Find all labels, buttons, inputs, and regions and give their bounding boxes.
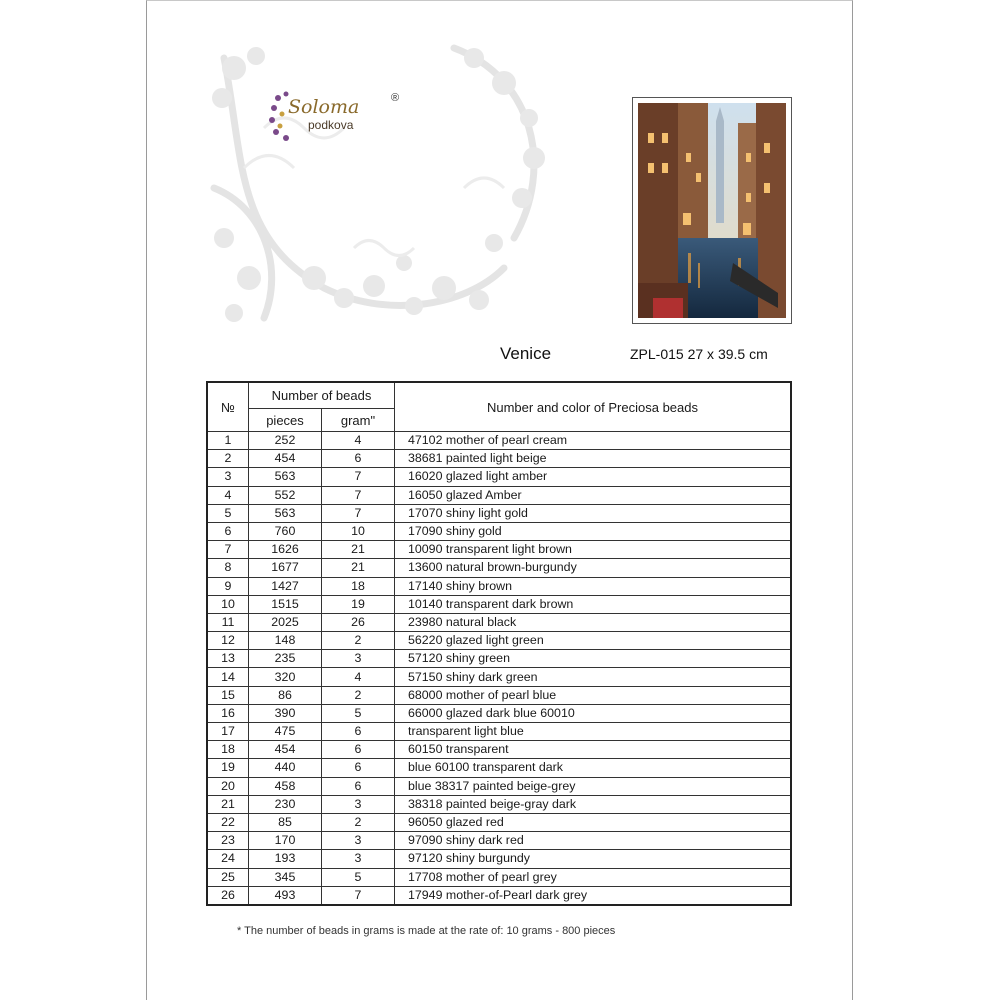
row-pieces: 454 xyxy=(249,741,322,759)
registered-mark: ® xyxy=(391,92,400,104)
table-row xyxy=(207,795,791,813)
brand-name: Soloma xyxy=(288,96,360,118)
row-number: 10 xyxy=(207,595,249,613)
beads-table xyxy=(206,381,792,906)
table-row xyxy=(207,813,791,831)
row-number: 1 xyxy=(207,432,249,450)
table-row xyxy=(207,559,791,577)
row-description: 97090 shiny dark red xyxy=(395,832,792,850)
table-row xyxy=(207,668,791,686)
table-row xyxy=(207,595,791,613)
row-number: 3 xyxy=(207,468,249,486)
row-number: 26 xyxy=(207,886,249,905)
row-description: 60150 transparent xyxy=(395,741,792,759)
row-number: 8 xyxy=(207,559,249,577)
row-gram: 3 xyxy=(322,832,395,850)
row-description: 16020 glazed light amber xyxy=(395,468,792,486)
pattern-preview-frame xyxy=(632,97,792,324)
row-gram: 6 xyxy=(322,741,395,759)
row-number: 20 xyxy=(207,777,249,795)
row-number: 15 xyxy=(207,686,249,704)
row-pieces: 493 xyxy=(249,886,322,905)
row-pieces: 193 xyxy=(249,850,322,868)
row-pieces: 230 xyxy=(249,795,322,813)
table-row xyxy=(207,723,791,741)
row-description: 56220 glazed light green xyxy=(395,632,792,650)
row-pieces: 454 xyxy=(249,450,322,468)
row-gram: 21 xyxy=(322,541,395,559)
row-description: transparent light blue xyxy=(395,723,792,741)
brand-subtitle: podkova xyxy=(308,118,354,132)
table-row xyxy=(207,777,791,795)
row-description: 17070 shiny light gold xyxy=(395,504,792,522)
row-description: 16050 glazed Amber xyxy=(395,486,792,504)
row-gram: 10 xyxy=(322,522,395,540)
row-number: 18 xyxy=(207,741,249,759)
table-row xyxy=(207,759,791,777)
row-number: 11 xyxy=(207,613,249,631)
row-gram: 3 xyxy=(322,650,395,668)
table-row xyxy=(207,650,791,668)
row-pieces: 345 xyxy=(249,868,322,886)
table-row xyxy=(207,868,791,886)
table-row xyxy=(207,486,791,504)
row-number: 24 xyxy=(207,850,249,868)
row-number: 13 xyxy=(207,650,249,668)
row-gram: 3 xyxy=(322,850,395,868)
table-row xyxy=(207,686,791,704)
row-description: 17708 mother of pearl grey xyxy=(395,868,792,886)
row-description: 66000 glazed dark blue 60010 xyxy=(395,704,792,722)
row-description: 17949 mother-of-Pearl dark grey xyxy=(395,886,792,905)
table-row xyxy=(207,886,791,905)
row-pieces: 440 xyxy=(249,759,322,777)
table-row xyxy=(207,522,791,540)
row-gram: 3 xyxy=(322,795,395,813)
table-row xyxy=(207,577,791,595)
row-pieces: 475 xyxy=(249,723,322,741)
row-number: 4 xyxy=(207,486,249,504)
table-row xyxy=(207,741,791,759)
row-gram: 2 xyxy=(322,813,395,831)
row-gram: 6 xyxy=(322,777,395,795)
table-row xyxy=(207,613,791,631)
header-gram: gram" xyxy=(322,409,395,432)
row-gram: 2 xyxy=(322,632,395,650)
row-pieces: 1626 xyxy=(249,541,322,559)
table-row xyxy=(207,632,791,650)
row-number: 17 xyxy=(207,723,249,741)
row-description: 17090 shiny gold xyxy=(395,522,792,540)
row-gram: 19 xyxy=(322,595,395,613)
row-gram: 7 xyxy=(322,504,395,522)
row-number: 19 xyxy=(207,759,249,777)
row-gram: 6 xyxy=(322,450,395,468)
row-description: 47102 mother of pearl cream xyxy=(395,432,792,450)
row-pieces: 252 xyxy=(249,432,322,450)
row-gram: 5 xyxy=(322,704,395,722)
row-number: 12 xyxy=(207,632,249,650)
row-gram: 21 xyxy=(322,559,395,577)
row-number: 16 xyxy=(207,704,249,722)
row-pieces: 235 xyxy=(249,650,322,668)
table-row xyxy=(207,541,791,559)
row-gram: 6 xyxy=(322,723,395,741)
pattern-code-size: ZPL-015 27 x 39.5 cm xyxy=(630,346,768,362)
row-description: 23980 natural black xyxy=(395,613,792,631)
row-pieces: 760 xyxy=(249,522,322,540)
row-number: 6 xyxy=(207,522,249,540)
row-pieces: 552 xyxy=(249,486,322,504)
row-description: 38681 painted light beige xyxy=(395,450,792,468)
row-description: 10090 transparent light brown xyxy=(395,541,792,559)
row-number: 21 xyxy=(207,795,249,813)
header-pieces: pieces xyxy=(249,409,322,432)
floral-ornament xyxy=(204,38,556,330)
row-pieces: 1677 xyxy=(249,559,322,577)
row-description: 96050 glazed red xyxy=(395,813,792,831)
row-gram: 7 xyxy=(322,486,395,504)
row-description: 97120 shiny burgundy xyxy=(395,850,792,868)
table-row xyxy=(207,432,791,450)
row-pieces: 148 xyxy=(249,632,322,650)
footnote: * The number of beads in grams is made at the rate of: 10 grams - 800 pieces xyxy=(237,925,616,937)
row-number: 23 xyxy=(207,832,249,850)
row-description: blue 60100 transparent dark xyxy=(395,759,792,777)
row-number: 2 xyxy=(207,450,249,468)
header-number-of-beads: Number of beads xyxy=(249,382,395,409)
beads-table-body xyxy=(207,432,791,905)
row-number: 5 xyxy=(207,504,249,522)
row-pieces: 563 xyxy=(249,468,322,486)
row-pieces: 458 xyxy=(249,777,322,795)
row-description: 17140 shiny brown xyxy=(395,577,792,595)
row-pieces: 390 xyxy=(249,704,322,722)
table-row xyxy=(207,850,791,868)
row-description: 57120 shiny green xyxy=(395,650,792,668)
row-pieces: 1515 xyxy=(249,595,322,613)
table-row xyxy=(207,504,791,522)
row-gram: 5 xyxy=(322,868,395,886)
pattern-title: Venice xyxy=(500,344,552,363)
row-gram: 7 xyxy=(322,886,395,905)
row-pieces: 85 xyxy=(249,813,322,831)
table-row xyxy=(207,832,791,850)
row-gram: 2 xyxy=(322,686,395,704)
row-gram: 7 xyxy=(322,468,395,486)
row-pieces: 1427 xyxy=(249,577,322,595)
row-pieces: 563 xyxy=(249,504,322,522)
row-number: 22 xyxy=(207,813,249,831)
table-row xyxy=(207,468,791,486)
row-pieces: 86 xyxy=(249,686,322,704)
soloma-logo xyxy=(268,88,408,142)
row-pieces: 2025 xyxy=(249,613,322,631)
row-gram: 6 xyxy=(322,759,395,777)
row-description: 38318 painted beige-gray dark xyxy=(395,795,792,813)
header-number: № xyxy=(207,382,249,432)
row-gram: 4 xyxy=(322,432,395,450)
row-description: 10140 transparent dark brown xyxy=(395,595,792,613)
row-number: 25 xyxy=(207,868,249,886)
row-gram: 4 xyxy=(322,668,395,686)
row-description: 13600 natural brown-burgundy xyxy=(395,559,792,577)
header-color-description: Number and color of Preciosa beads xyxy=(395,382,792,432)
venice-canal-image xyxy=(638,103,786,318)
row-gram: 18 xyxy=(322,577,395,595)
row-pieces: 170 xyxy=(249,832,322,850)
row-description: 57150 shiny dark green xyxy=(395,668,792,686)
row-pieces: 320 xyxy=(249,668,322,686)
row-description: 68000 mother of pearl blue xyxy=(395,686,792,704)
row-number: 14 xyxy=(207,668,249,686)
row-gram: 26 xyxy=(322,613,395,631)
row-number: 7 xyxy=(207,541,249,559)
table-row xyxy=(207,704,791,722)
row-number: 9 xyxy=(207,577,249,595)
row-description: blue 38317 painted beige-grey xyxy=(395,777,792,795)
table-row xyxy=(207,450,791,468)
